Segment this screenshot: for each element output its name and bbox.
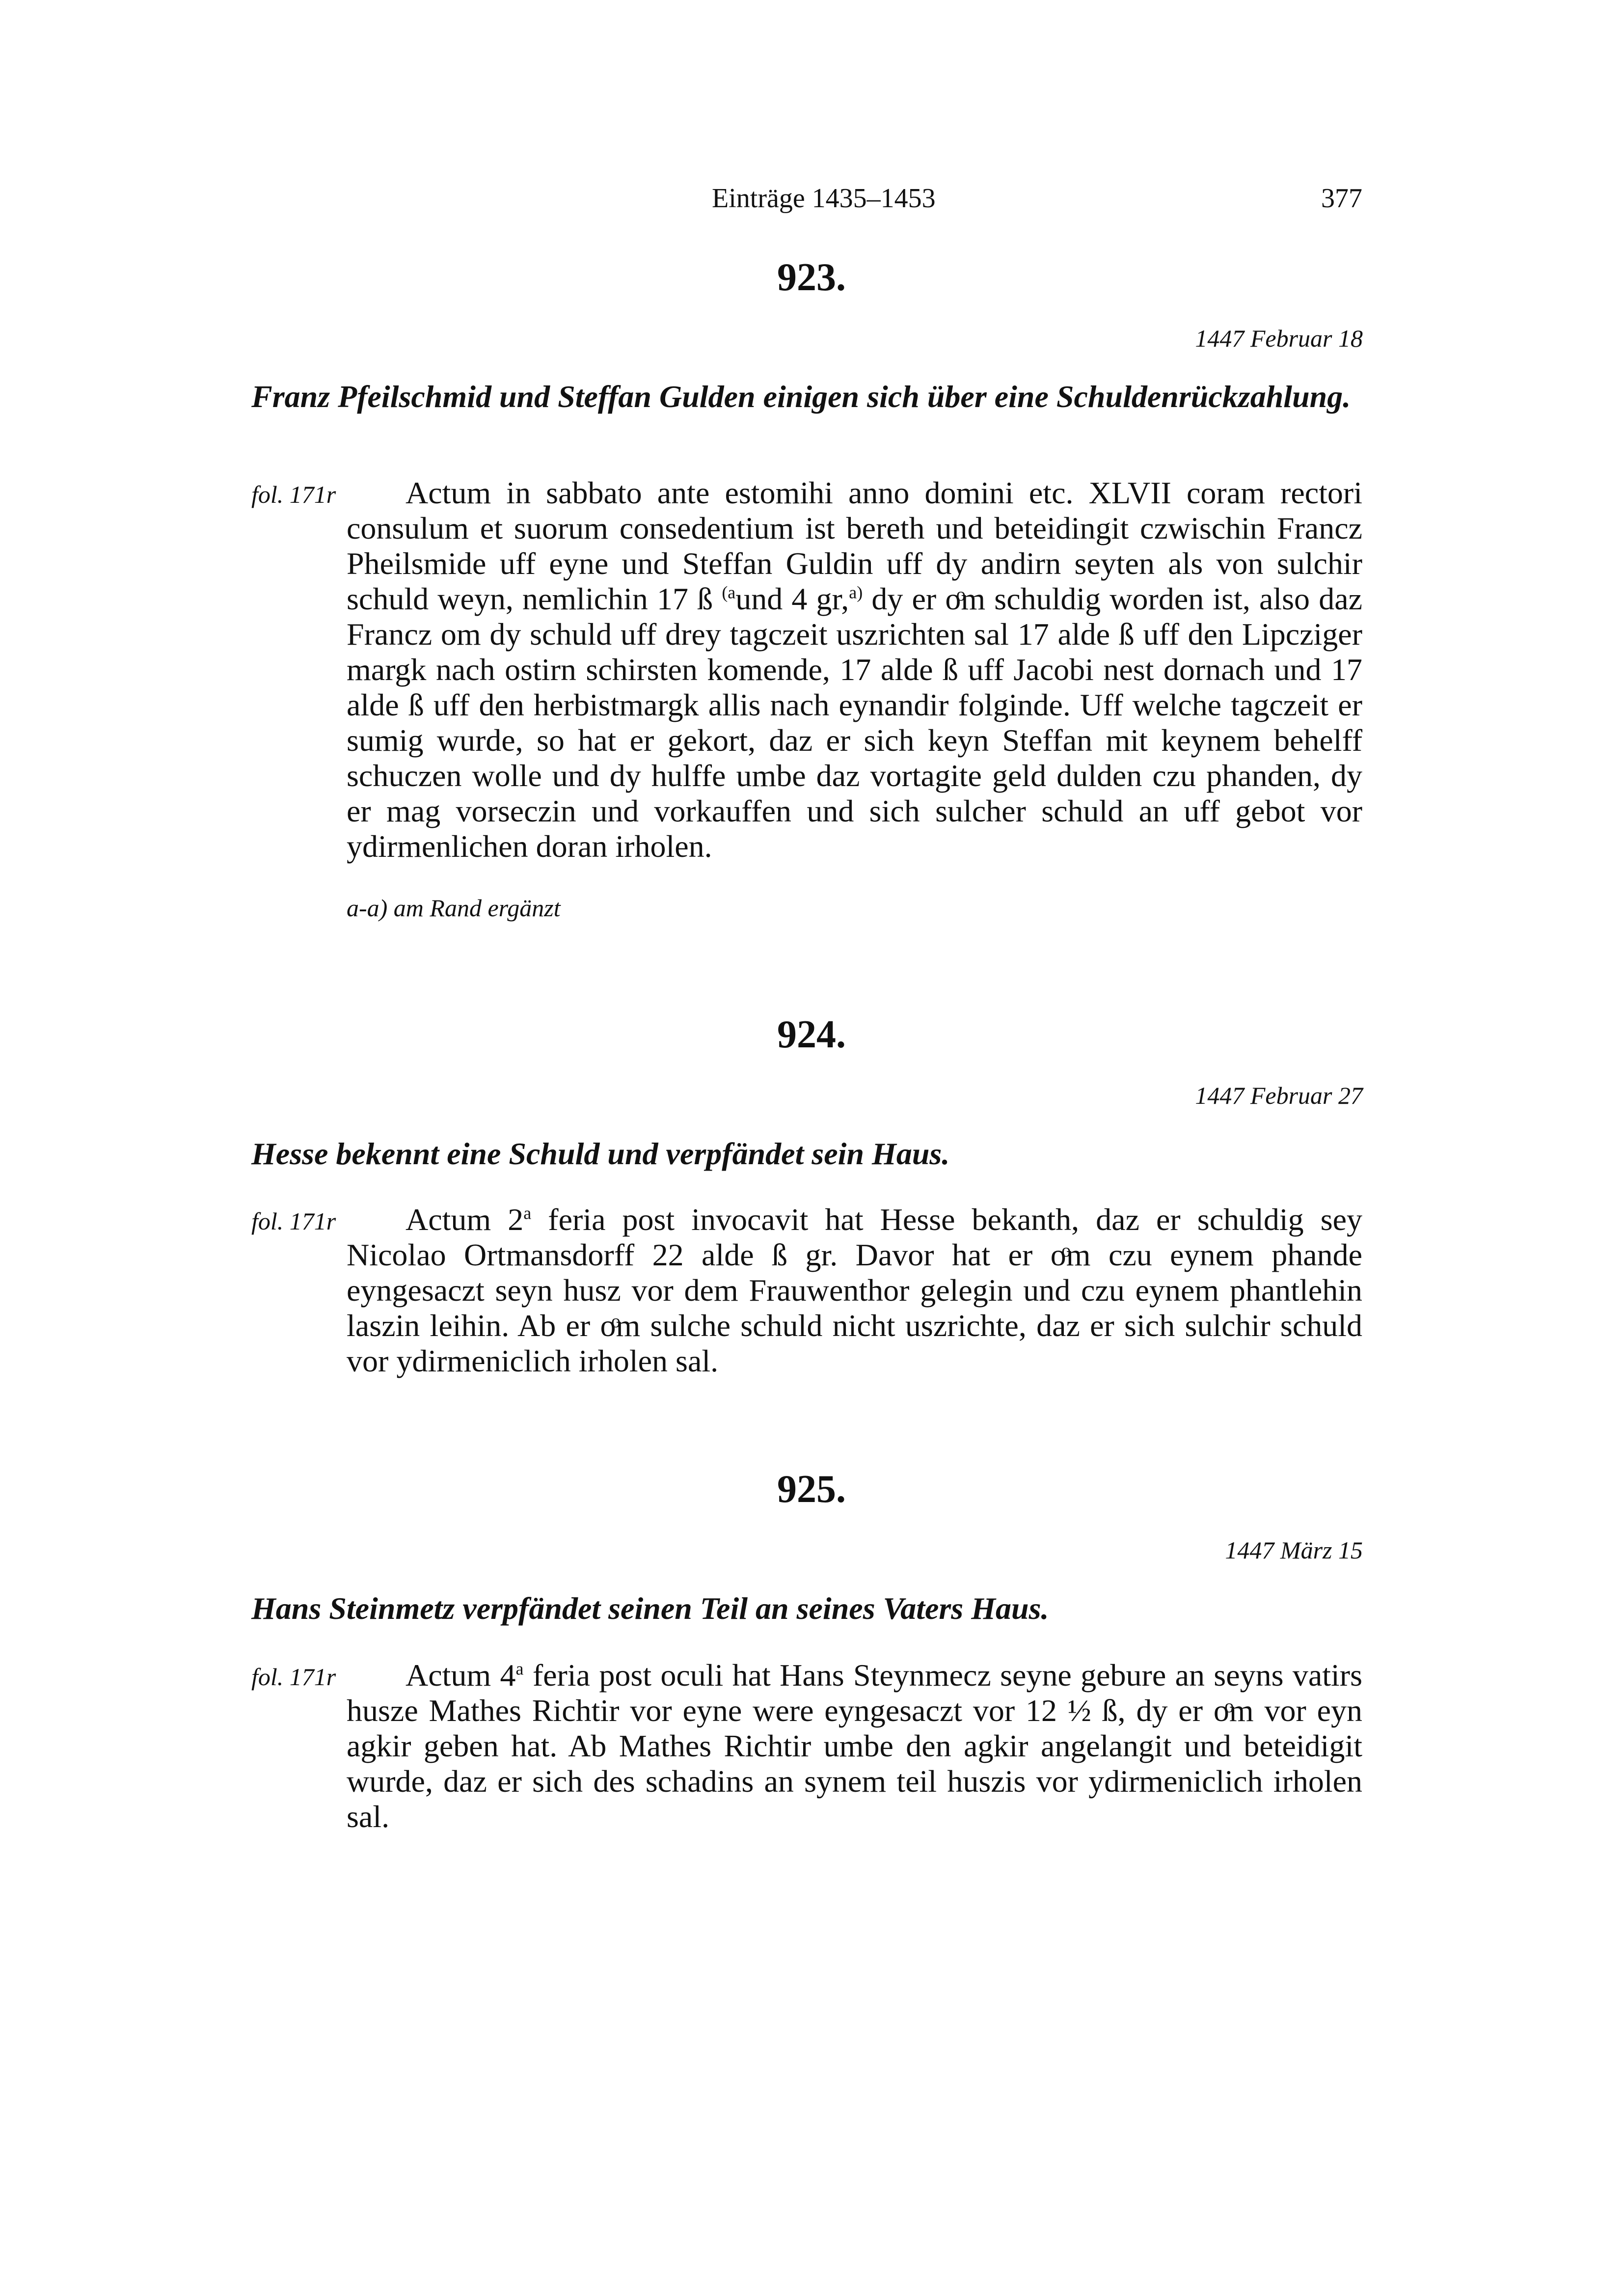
entry-text-923: [347, 475, 1362, 864]
page-number: 377: [1321, 183, 1362, 214]
entry-title-925: Hans Steinmetz verpfändet seinen Teil an seines Vaters Haus.: [251, 1591, 1049, 1626]
entry-number-923: 923.: [777, 256, 846, 299]
note-marker-open: (a: [722, 582, 736, 602]
footnote-923: a-a) am Rand ergänzt: [347, 894, 561, 922]
entry-text-923-part-a: Actum in sabbato ante estomihi anno domini etc. XLVII coram rectori consulum et suorum consedentium ist bereth und beteidingit czwischin Francz Pheilsmide uff eyne und Steffan Guldin uff dy andirn seyten als von sulchir schuld weyn, nemlichin 17 ß: [347, 475, 1362, 616]
entry-text-925-part-b: feria post oculi hat Hans Steynmecz seyne gebure an seyns vatirs husze Mathes Richtir vor eyne were eyngesaczt vor 12 ½ ß, dy er oͦm vor eyn agkir geben hat. Ab Mathes Richtir umbe den agkir angelangit und beteidigit wurde, daz er sich des schadins an synem teil huszis vor ydirmeniclich irholen sal.: [347, 1658, 1363, 1834]
superscript-a: a: [515, 1659, 524, 1679]
entry-text-925-part-a: Actum 4: [406, 1658, 516, 1693]
folio-ref-923: fol. 171r: [251, 481, 336, 508]
running-title: Einträge 1435–1453: [712, 183, 936, 214]
entry-text-924-part-b: feria post invocavit hat Hesse bekanth, daz er schuldig sey Nicolao Ortmansdorff 22 alde ß gr. Davor hat er oͦm czu eynem phande eyngesaczt seyn husz vor dem Frauwenthor gelegin und czu eynem phantlehin laszin leihin. Ab er oͦm sulche schuld nicht uszrichte, daz er sich sulchir schuld vor ydirmeniclich irholen sal.: [347, 1202, 1363, 1378]
entry-number-924: 924.: [777, 1013, 846, 1056]
superscript-a: a: [523, 1203, 532, 1223]
entry-date-923: 1447 Februar 18: [1195, 325, 1363, 352]
entry-text-923-part-b: und 4 gr,: [735, 581, 849, 616]
entry-text-923-part-c: dy er oͦm schuldig worden ist, also daz Francz om dy schuld uff drey tagczeit uszrichten sal 17 alde ß uff den Lipcziger margk nach ostirn schirsten komende, 17 alde ß uff Jacobi nest dornach und 17 alde ß uff den herbistmargk allis nach eynandir folginde. Uff welche tagczeit er sumig wurde, so hat er gekort, daz er sich keyn Steffan mit keynem behelff schuczen wolle und dy hulffe umbe daz vortagite geld dulden czu phanden, dy er mag vorseczin und vorkauffen und sich sulcher schuld an uff gebot vor ydirmenlichen doran irholen.: [347, 581, 1363, 864]
folio-ref-924: fol. 171r: [251, 1207, 336, 1235]
entry-text-924-part-a: Actum 2: [406, 1202, 524, 1237]
entry-date-924: 1447 Februar 27: [1195, 1082, 1363, 1109]
note-marker-close: a): [849, 582, 863, 602]
entry-text-925: [347, 1658, 1362, 1834]
entry-title-923: Franz Pfeilschmid und Steffan Gulden einigen sich über eine Schuldenrückzahlung.: [251, 379, 1351, 414]
entry-date-925: 1447 März 15: [1225, 1536, 1363, 1564]
entry-number-925: 925.: [777, 1468, 846, 1511]
entry-text-924: [347, 1202, 1362, 1379]
entry-title-924: Hesse bekennt eine Schuld und verpfändet sein Haus.: [251, 1136, 950, 1171]
folio-ref-925: fol. 171r: [251, 1663, 336, 1691]
